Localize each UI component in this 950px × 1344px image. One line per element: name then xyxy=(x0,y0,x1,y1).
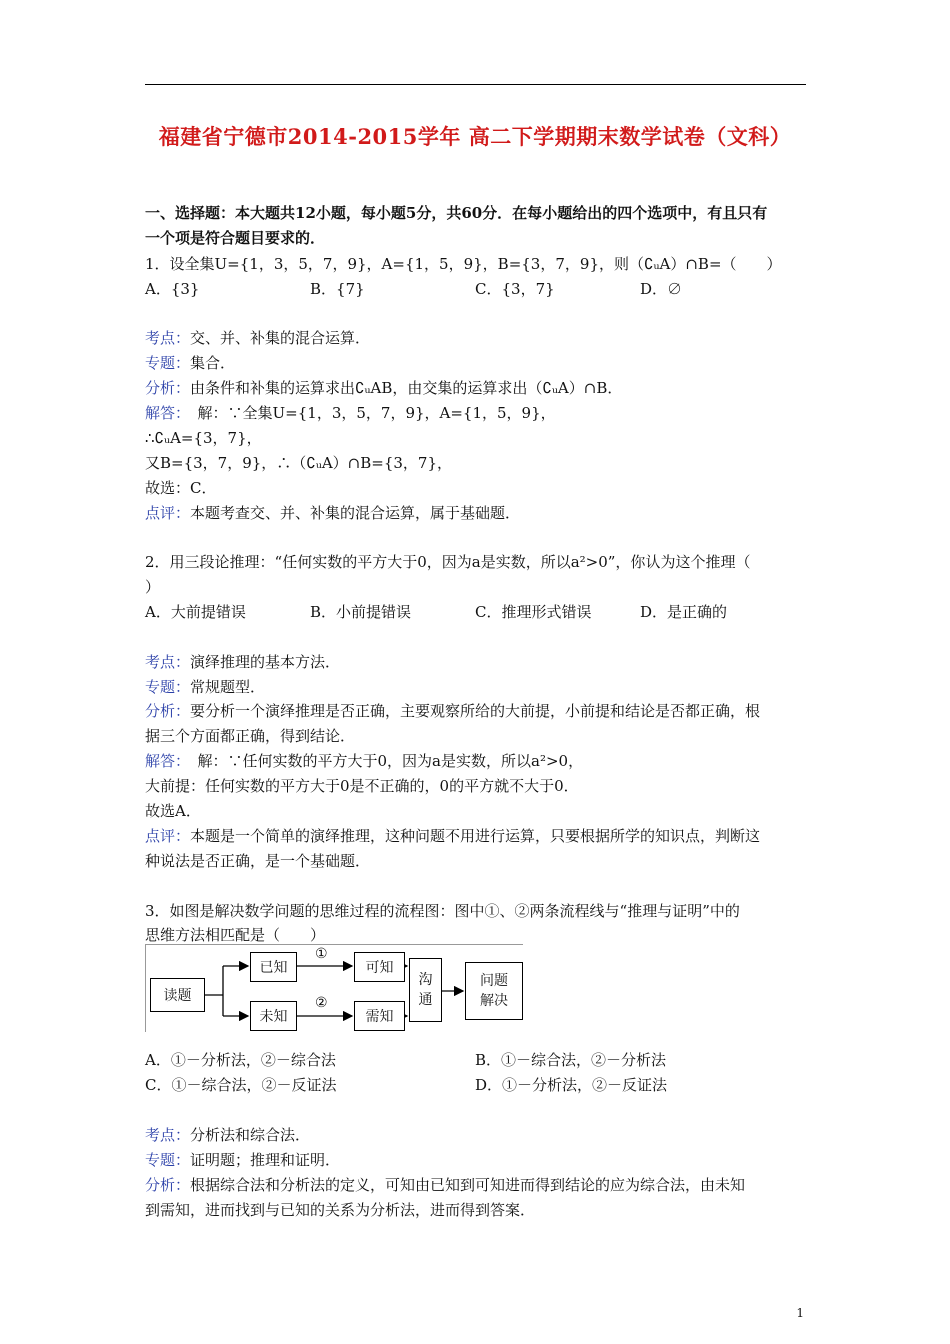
q3-option-c: C．①－综合法，②－反证法 xyxy=(145,1076,337,1094)
kaodian-label: 考点： xyxy=(145,1126,191,1144)
q2-option-b: B．小前提错误 xyxy=(310,603,412,621)
section-header-line1: 一、选择题：本大题共12小题，每小题5分，共60分．在每小题给出的四个选项中，有且只有 xyxy=(145,204,768,222)
fenxi-label: 分析： xyxy=(145,379,191,397)
q3-fenxi: 分析：根据综合法和分析法的定义，可知由已知到可知进而得到结论的应为综合法，由未知 xyxy=(145,1176,746,1194)
flow-mark-1: ① xyxy=(315,946,328,962)
flow-box-known: 已知 xyxy=(250,952,297,982)
q3-option-b: B．①－综合法，②－分析法 xyxy=(475,1051,667,1069)
q2-dianping: 点评：本题是一个简单的演绎推理，这种问题不用进行运算，只要根据所学的知识点，判断这 xyxy=(145,827,761,845)
dianping-label: 点评： xyxy=(145,827,191,845)
zhuanti-label: 专题： xyxy=(145,354,191,372)
q2-kaodian: 考点：演绎推理的基本方法． xyxy=(145,653,341,671)
kaodian-label: 考点： xyxy=(145,329,191,347)
q2-fenxi-line2: 据三个方面都正确，得到结论． xyxy=(145,727,356,745)
q1-fenxi: 分析：由条件和补集的运算求出∁ᵤAB，由交集的运算求出（∁ᵤA）∩B． xyxy=(145,379,623,397)
q1-option-c: C．{3，7} xyxy=(475,280,555,298)
fenxi-label: 分析： xyxy=(145,702,191,720)
zhuanti-label: 专题： xyxy=(145,1151,191,1169)
q1-option-a: A．{3} xyxy=(145,280,200,298)
fenxi-label: 分析： xyxy=(145,1176,191,1194)
zhuanti-label: 专题： xyxy=(145,678,191,696)
section-header-line2: 一个项是符合题目要求的． xyxy=(145,229,326,247)
q1-jieda: 解答： 解：∵全集U={1，3，5，7，9}，A={1，5，9}， xyxy=(145,404,556,422)
flow-box-connect: 沟 通 xyxy=(409,958,442,1022)
q3-stem-line1: 3．如图是解决数学问题的思维过程的流程图：图中①、②两条流程线与“推理与证明”中的 xyxy=(145,902,740,920)
flow-box-can-know: 可知 xyxy=(354,952,405,982)
q2-stem-line1: 2．用三段论推理：“任何实数的平方大于0，因为a是实数，所以a²>0”，你认为这个推理（ xyxy=(145,553,751,571)
q3-fenxi-line2: 到需知，进而找到与已知的关系为分析法，进而得到答案． xyxy=(145,1201,536,1219)
q2-option-c: C．推理形式错误 xyxy=(475,603,592,621)
flow-mark-2: ② xyxy=(315,995,328,1011)
q1-dianping: 点评：本题考查交、并、补集的混合运算，属于基础题． xyxy=(145,504,521,522)
q1-kaodian: 考点：交、并、补集的混合运算． xyxy=(145,329,371,347)
q1-zhuanti: 专题：集合． xyxy=(145,354,236,372)
q1-stem: 1．设全集U={1，3，5，7，9}，A={1，5，9}，B={3，7，9}，则（∁ᵤA）∩B=（ ） xyxy=(145,255,782,273)
page-title: 福建省宁德市2014-2015学年 高二下学期期末数学试卷（文科） xyxy=(158,124,792,149)
jieda-label: 解答： xyxy=(145,404,183,422)
flowchart xyxy=(145,944,525,1032)
q3-zhuanti: 专题：证明题；推理和证明． xyxy=(145,1151,341,1169)
jieda-label: 解答： xyxy=(145,752,183,770)
q2-option-d: D．是正确的 xyxy=(640,603,728,621)
q3-option-d: D．①－分析法，②－反证法 xyxy=(475,1076,668,1094)
flow-box-need-know: 需知 xyxy=(354,1001,405,1031)
dianping-label: 点评： xyxy=(145,504,191,522)
q2-stem-line2: ） xyxy=(145,578,161,596)
q3-kaodian: 考点：分析法和综合法． xyxy=(145,1126,311,1144)
kaodian-label: 考点： xyxy=(145,653,191,671)
flow-box-unknown: 未知 xyxy=(250,1001,297,1031)
q2-option-a: A．大前提错误 xyxy=(145,603,246,621)
q2-dianping-line2: 种说法是否正确，是一个基础题． xyxy=(145,852,371,870)
flow-box-solve: 问题 解决 xyxy=(465,962,523,1020)
header-rule xyxy=(145,84,806,85)
page-number: 1 xyxy=(796,1306,804,1320)
q3-option-a: A．①－分析法，②－综合法 xyxy=(145,1051,336,1069)
q2-jieda-line3: 故选A． xyxy=(145,802,201,820)
q1-jieda-line2: ∴∁ᵤA={3，7}， xyxy=(145,429,262,447)
q1-option-d: D．∅ xyxy=(640,280,683,298)
q2-jieda: 解答： 解：∵任何实数的平方大于0，因为a是实数，所以a²>0， xyxy=(145,752,584,770)
flow-box-read: 读题 xyxy=(150,978,205,1012)
q1-option-b: B．{7} xyxy=(310,280,365,298)
q1-jieda-line4: 故选：C． xyxy=(145,479,217,497)
q3-stem-line2: 思维方法相匹配是（ ） xyxy=(145,926,326,944)
q2-fenxi: 分析：要分析一个演绎推理是否正确，主要观察所给的大前提，小前提和结论是否都正确，根 xyxy=(145,702,761,720)
q2-zhuanti: 专题：常规题型． xyxy=(145,678,266,696)
q2-jieda-line2: 大前提：任何实数的平方大于0是不正确的，0的平方就不大于0． xyxy=(145,777,579,795)
q1-jieda-line3: 又B={3，7，9}，∴（∁ᵤA）∩B={3，7}， xyxy=(145,454,453,472)
